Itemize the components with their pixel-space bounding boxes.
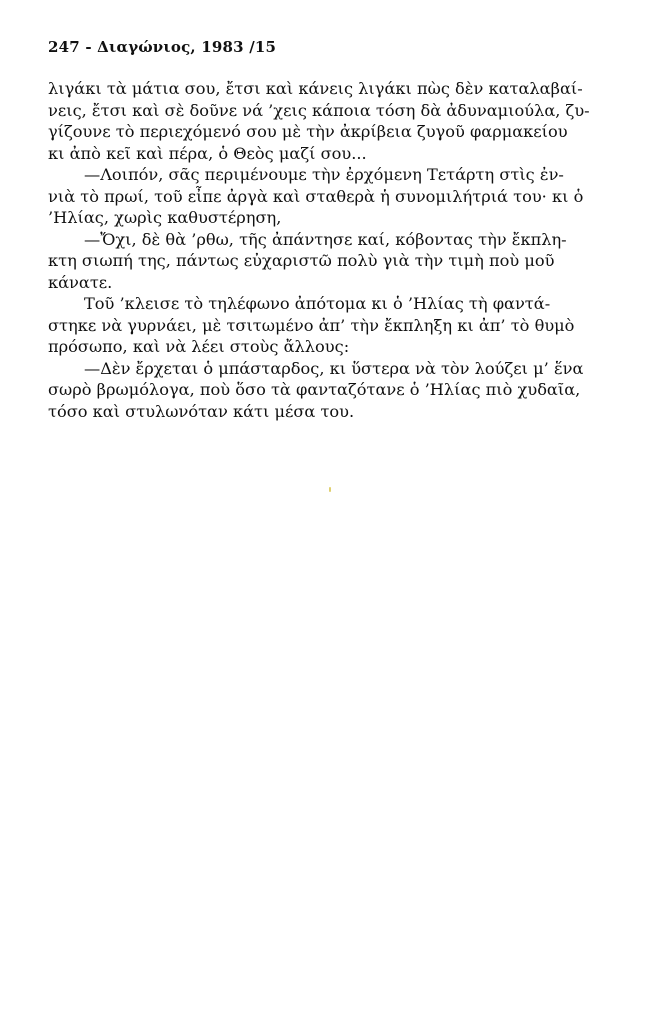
text-line: —Λοιπόν, σᾶς περιμένουμε τὴν ἐρχόμενη Τετάρτη στὶς ἐν- [84,165,564,184]
text-line: τόσο καὶ στυλωνόταν κάτι μέσα του. [48,401,355,421]
text-line: λιγάκι τὰ μάτια σου, ἔτσι καὶ κάνεις λιγάκι πὼς δὲν καταλαβαί- [48,79,583,98]
paper-speck [329,487,331,492]
text-line: —Ὄχι, δὲ θὰ ’ρθω, τῆς ἀπάντησε καί, κόβοντας τὴν ἔκπλη- [84,229,567,249]
text-line: πρόσωπο, καὶ νὰ λέει στοὺς ἄλλους: [48,337,350,356]
running-head: 247 - Διαγώνιος, 1983 /15 [48,38,277,56]
body-text [48,78,648,422]
text-line: κάνατε. [48,272,113,292]
text-line: κι ἀπὸ κεῖ καὶ πέρα, ὁ Θεὸς μαζί σου... [48,143,367,163]
text-line: στηκε νὰ γυρνάει, μὲ τσιτωμένο ἀπ’ τὴν ἔκπληξη κι ἀπ’ τὸ θυμὸ [48,315,575,335]
text-line: νιὰ τὸ πρωί, τοῦ εἶπε ἀργὰ καὶ σταθερὰ ἡ συνομιλήτριά του· κι ὁ [48,186,584,206]
text-line: —Δὲν ἔρχεται ὁ μπάσταρδος, κι ὕστερα νὰ τὸν λούζει μ’ ἕνα [84,358,584,378]
text-line: Τοῦ ’κλεισε τὸ τηλέφωνο ἀπότομα κι ὁ ’Ηλίας τὴ φαντά- [84,294,551,313]
text-line: ’Ηλίας, χωρὶς καθυστέρηση, [48,208,282,227]
text-line: σωρὸ βρωμόλογα, ποὺ ὅσο τὰ φανταζότανε ὁ ’Ηλίας πιὸ χυδαῖα, [48,380,581,399]
text-line: νεις, ἔτσι καὶ σὲ δοῦνε νά ’χεις κάποια τόση δὰ ἀδυναμιούλα, ζυ- [48,100,590,120]
text-line: κτη σιωπή της, πάντως εὐχαριστῶ πολὺ γιὰ τὴν τιμὴ ποὺ μοῦ [48,251,555,270]
text-line: γίζουνε τὸ περιεχόμενό σου μὲ τὴν ἀκρίβεια ζυγοῦ φαρμακείου [48,122,568,141]
